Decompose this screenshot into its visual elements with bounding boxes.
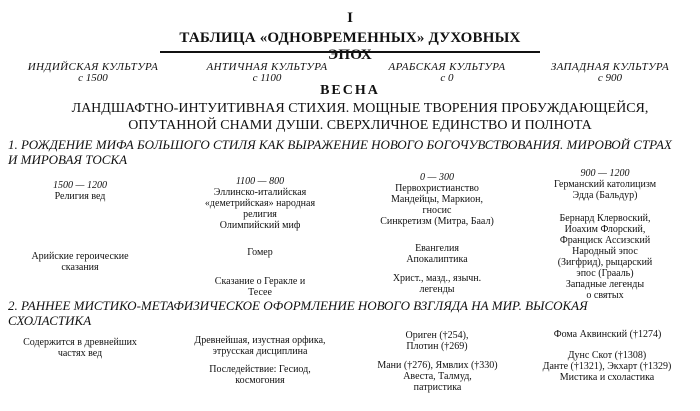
text-line: (Зигфрид), рыцарский: [557, 257, 653, 268]
arabian-item: [362, 273, 512, 295]
arabian-item: [362, 243, 512, 265]
s2-indian-item: [15, 337, 145, 359]
culture-date: с 900: [597, 72, 623, 84]
text-line: Последействие: Гесиод,: [209, 364, 311, 375]
text-line: Сказание о Геракле и: [214, 276, 306, 287]
text-line: частях вед: [57, 348, 103, 359]
antique-item: [180, 187, 340, 231]
text-line: Арийские героические: [31, 251, 129, 262]
season-title: ВЕСНА: [320, 83, 380, 98]
text-line: Бернард Клервоский,: [559, 213, 651, 224]
section-1-title: [8, 137, 696, 167]
text-line: Эллинско-италийская: [213, 187, 307, 198]
text-line: Авеста, Талмуд,: [403, 371, 472, 382]
text-line: Первохристианство: [395, 183, 479, 194]
season-heading: [60, 100, 660, 134]
section-line: И МИРОВАЯ ТОСКА: [8, 152, 128, 167]
indian-item: Религия вед: [54, 191, 106, 202]
text-line: Тесее: [248, 287, 272, 298]
text-line: Олимпийский миф: [219, 220, 301, 231]
text-line: Данте (†1321), Экхарт (†1329): [542, 361, 672, 372]
text-line: Иоахим Флорский,: [564, 224, 646, 235]
text-line: «деметрийская» народная: [204, 198, 316, 209]
s2-arabian-item: [352, 330, 522, 352]
culture-header-arabian: [362, 62, 532, 84]
text-line: Мани (†276), Ямвлих (†330): [377, 360, 498, 371]
section-2-title: [8, 298, 696, 328]
indian-date: 1500 — 1200: [53, 180, 107, 191]
text-line: Содержится в древнейших: [23, 337, 137, 348]
indian-item: [15, 251, 145, 273]
section-line: СХОЛАСТИКА: [8, 313, 92, 328]
text-line: Эдда (Бальдур): [572, 190, 638, 201]
text-line: Синкретизм (Митра, Баал): [380, 216, 494, 227]
s2-arabian-item: [350, 360, 525, 393]
culture-header-indian: [8, 62, 178, 84]
text-line: Христ., мазд., язычн.: [392, 273, 482, 284]
arabian-item: [352, 183, 522, 227]
heading-line: ЛАНДШАФТНО-ИНТУИТИВНАЯ СТИХИЯ. МОЩНЫЕ ТВОРЕНИЯ ПРОБУЖДАЮЩЕЙСЯ,: [71, 101, 649, 116]
text-line: патристика: [413, 382, 462, 393]
arabian-date: 0 — 300: [420, 172, 454, 183]
text-line: Древнейшая, изустная орфика,: [194, 335, 326, 346]
western-item: [530, 179, 680, 201]
culture-date: с 0: [440, 72, 454, 84]
text-line: Западные легенды: [565, 279, 645, 290]
antique-date: 1100 — 800: [235, 176, 285, 187]
text-line: о святых: [586, 290, 624, 301]
text-line: Евангелия: [415, 243, 459, 254]
text-line: Дунс Скот (†1308): [567, 350, 647, 361]
text-line: гносис: [422, 205, 452, 216]
culture-name: АНТИЧНАЯ КУЛЬТУРА: [206, 61, 328, 73]
text-line: сказания: [61, 262, 99, 273]
s2-western-item: [522, 350, 692, 383]
culture-header-antique: [182, 62, 352, 84]
culture-date: с 1500: [78, 72, 108, 84]
heading-line: ОПУТАННОЙ СНАМИ ДУШИ. СВЕРХЛИЧНОЕ ЕДИНСТВО И ПОЛНОТА: [128, 118, 592, 133]
table-number: I: [347, 10, 353, 26]
s2-antique-item: [175, 335, 345, 357]
culture-name: ИНДИЙСКАЯ КУЛЬТУРА: [27, 61, 159, 73]
s2-western-item: Фома Аквинский (†1274): [553, 329, 662, 340]
text-line: Ориген (†254),: [405, 330, 469, 341]
western-item: [525, 213, 685, 301]
section-line: 2. РАННЕЕ МИСТИКО-МЕТАФИЗИЧЕСКОЕ ОФОРМЛЕНИЕ НОВОГО ВЗГЛЯДА НА МИР. ВЫСОКАЯ: [8, 298, 588, 313]
culture-header-western: [525, 62, 695, 84]
antique-item: Гомер: [247, 247, 273, 258]
text-line: Мистика и схоластика: [559, 372, 655, 383]
title-underline: [160, 51, 540, 53]
text-line: эпос (Грааль): [576, 268, 634, 279]
text-line: космогония: [235, 375, 285, 386]
text-line: Апокалиптика: [406, 254, 468, 265]
culture-date: с 1100: [252, 72, 282, 84]
western-date: 900 — 1200: [580, 168, 630, 179]
text-line: Народный эпос: [572, 246, 638, 257]
text-line: этрусская дисциплина: [212, 346, 308, 357]
text-line: религия: [243, 209, 277, 220]
text-line: Плотин (†269): [406, 341, 468, 352]
culture-name: ЗАПАДНАЯ КУЛЬТУРА: [550, 61, 670, 73]
text-line: легенды: [419, 284, 455, 295]
section-line: 1. РОЖДЕНИЕ МИФА БОЛЬШОГО СТИЛЯ КАК ВЫРАЖЕНИЕ НОВОГО БОГОЧУВСТВОВАНИЯ. МИРОВОЙ СТРАХ: [8, 137, 672, 152]
culture-name: АРАБСКАЯ КУЛЬТУРА: [388, 61, 506, 73]
antique-item: [185, 276, 335, 298]
s2-antique-item: [175, 364, 345, 386]
text-line: Франциск Ассизский: [559, 235, 651, 246]
page-title: ТАБЛИЦА «ОДНОВРЕМЕННЫХ» ДУХОВНЫХ ЭПОХ: [179, 30, 521, 63]
text-line: Германский католицизм: [553, 179, 657, 190]
text-line: Мандейцы, Маркион,: [390, 194, 484, 205]
